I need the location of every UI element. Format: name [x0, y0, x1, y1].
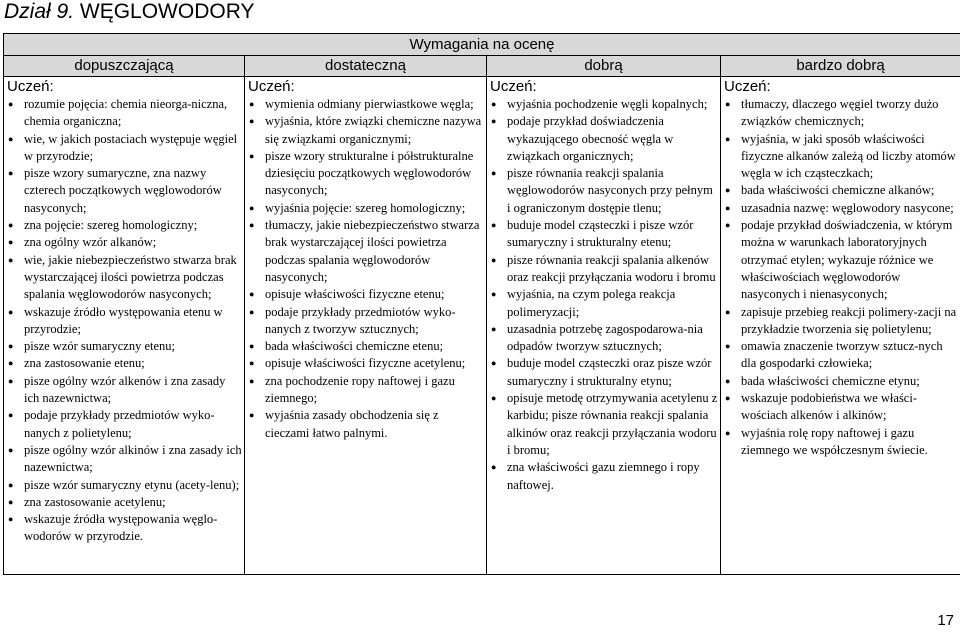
column-heading: Uczeń:	[490, 78, 537, 95]
grade-header-bardzo-dobra: bardzo dobrą	[721, 56, 960, 77]
requirement-item: ● wskazuje źródła występowania węglo-wodorów w przyrodzie.	[4, 511, 242, 546]
grade-header-dostateczna: dostateczną	[245, 56, 487, 77]
requirement-item: ● pisze wzór sumaryczny etynu (acety-lenu);	[4, 477, 242, 494]
column-heading: Uczeń:	[724, 78, 771, 95]
page-number: 17	[937, 612, 954, 629]
column-heading: Uczeń:	[248, 78, 295, 95]
requirement-item: ● tłumaczy, dlaczego węgiel tworzy dużo związków chemicznych;	[721, 96, 958, 131]
requirement-item: ● pisze wzory sumaryczne, zna nazwy czterech początkowych węglowodorów nasyconych;	[4, 165, 242, 217]
requirements-column	[4, 77, 245, 575]
requirements-table	[3, 33, 960, 575]
requirement-item: ● zna zastosowanie etenu;	[4, 355, 242, 372]
requirement-item: ● wskazuje podobieństwa we właści-wościach alkenów i alkinów;	[721, 390, 958, 425]
requirement-item: ● bada właściwości chemiczne etynu;	[721, 373, 958, 390]
requirement-item: ● pisze równania reakcji spalania węglowodorów nasyconych przy pełnym i ograniczonym dostępie tlenu;	[487, 165, 718, 217]
requirement-item: ● wskazuje źródło występowania etenu w przyrodzie;	[4, 304, 242, 339]
requirement-item: ● omawia znaczenie tworzyw sztucz-nych dla gospodarki człowieka;	[721, 338, 958, 373]
requirement-item: ● zna ogólny wzór alkanów;	[4, 234, 242, 251]
requirement-item: ● buduje model cząsteczki oraz pisze wzór sumaryczny i strukturalny etynu;	[487, 355, 718, 390]
requirement-item: ● podaje przykład doświadczenia, w którym można w warunkach laboratoryjnych otrzymać etylen; wykazuje różnice we właściwościach węglowodorów nasyconych i nienasyconych;	[721, 217, 958, 303]
requirement-item: ● opisuje właściwości fizyczne acetylenu;	[245, 355, 484, 372]
requirement-item: ● uzasadnia potrzebę zagospodarowa-nia odpadów tworzyw sztucznych;	[487, 321, 718, 356]
requirement-item: ● wyjaśnia rolę ropy naftowej i gazu ziemnego we współczesnym świecie.	[721, 425, 958, 460]
column-heading: Uczeń:	[7, 78, 54, 95]
requirement-item: ● bada właściwości chemiczne alkanów;	[721, 182, 958, 199]
requirement-item: ● opisuje właściwości fizyczne etenu;	[245, 286, 484, 303]
requirement-item: ● wyjaśnia, na czym polega reakcja polimeryzacji;	[487, 286, 718, 321]
section-title: WĘGLOWODORY	[79, 0, 255, 23]
requirement-item: ● pisze wzory strukturalne i półstrukturalne dziesięciu początkowych węglowodorów nasyconych;	[245, 148, 484, 200]
requirements-list	[487, 96, 720, 494]
requirements-list	[4, 96, 244, 546]
requirement-item: ● opisuje metodę otrzymywania acetylenu z karbidu; pisze równania reakcji spalania alkinów oraz reakcji przyłączania wodoru i bromu;	[487, 390, 718, 459]
requirement-item: ● wie, jakie niebezpieczeństwo stwarza brak wystarczającej ilości powietrza podczas spalania węglowodorów nasyconych;	[4, 252, 242, 304]
requirement-item: ● wyjaśnia, w jaki sposób właściwości fizyczne alkanów zależą od liczby atomów węgla w ich cząsteczkach;	[721, 131, 958, 183]
requirement-item: ● podaje przykład doświadczenia wykazującego obecność węgla w związkach organicznych;	[487, 113, 718, 165]
requirements-column	[245, 77, 487, 575]
requirements-list	[245, 96, 486, 442]
requirement-item: ● zna pojęcie: szereg homologiczny;	[4, 217, 242, 234]
requirement-item: ● zapisuje przebieg reakcji polimery-zacji na przykładzie tworzenia się polietylenu;	[721, 304, 958, 339]
table-band-title: Wymagania na ocenę	[4, 34, 960, 56]
grade-header-dopuszczajaca: dopuszczającą	[4, 56, 245, 77]
requirement-item: ● podaje przykłady przedmiotów wyko-nanych z polietylenu;	[4, 407, 242, 442]
requirements-column	[487, 77, 721, 575]
requirement-item: ● pisze ogólny wzór alkenów i zna zasady ich nazewnictwa;	[4, 373, 242, 408]
requirement-item: ● wyjaśnia pochodzenie węgli kopalnych;	[487, 96, 718, 113]
requirement-item: ● buduje model cząsteczki i pisze wzór sumaryczny i strukturalny etenu;	[487, 217, 718, 252]
requirement-item: ● wyjaśnia zasady obchodzenia się z cieczami łatwo palnymi.	[245, 407, 484, 442]
requirement-item: ● wyjaśnia, które związki chemiczne nazywa się związkami organicznymi;	[245, 113, 484, 148]
requirement-item: ● wyjaśnia pojęcie: szereg homologiczny;	[245, 200, 484, 217]
requirement-item: ● uzasadnia nazwę: węglowodory nasycone;	[721, 200, 958, 217]
requirement-item: ● podaje przykłady przedmiotów wyko-nanych z tworzyw sztucznych;	[245, 304, 484, 339]
requirement-item: ● pisze równania reakcji spalania alkenów oraz reakcji przyłączania wodoru i bromu	[487, 252, 718, 287]
requirement-item: ● zna zastosowanie acetylenu;	[4, 494, 242, 511]
requirement-item: ● rozumie pojęcia: chemia nieorga-niczna, chemia organiczna;	[4, 96, 242, 131]
section-label: Dział 9.	[4, 0, 75, 23]
requirement-item: ● wymienia odmiany pierwiastkowe węgla;	[245, 96, 484, 113]
page-header	[4, 0, 255, 24]
grade-header-dobra: dobrą	[487, 56, 721, 77]
requirement-item: ● tłumaczy, jakie niebezpieczeństwo stwarza brak wystarczającej ilości powietrza podczas spalania węglowodorów nasyconych;	[245, 217, 484, 286]
requirement-item: ● zna właściwości gazu ziemnego i ropy naftowej.	[487, 459, 718, 494]
requirement-item: ● pisze wzór sumaryczny etenu;	[4, 338, 242, 355]
requirements-column	[721, 77, 960, 575]
requirement-item: ● pisze ogólny wzór alkinów i zna zasady ich nazewnictwa;	[4, 442, 242, 477]
requirement-item: ● bada właściwości chemiczne etenu;	[245, 338, 484, 355]
requirement-item: ● wie, w jakich postaciach występuje węgiel w przyrodzie;	[4, 131, 242, 166]
requirement-item: ● zna pochodzenie ropy naftowej i gazu ziemnego;	[245, 373, 484, 408]
requirements-list	[721, 96, 960, 459]
